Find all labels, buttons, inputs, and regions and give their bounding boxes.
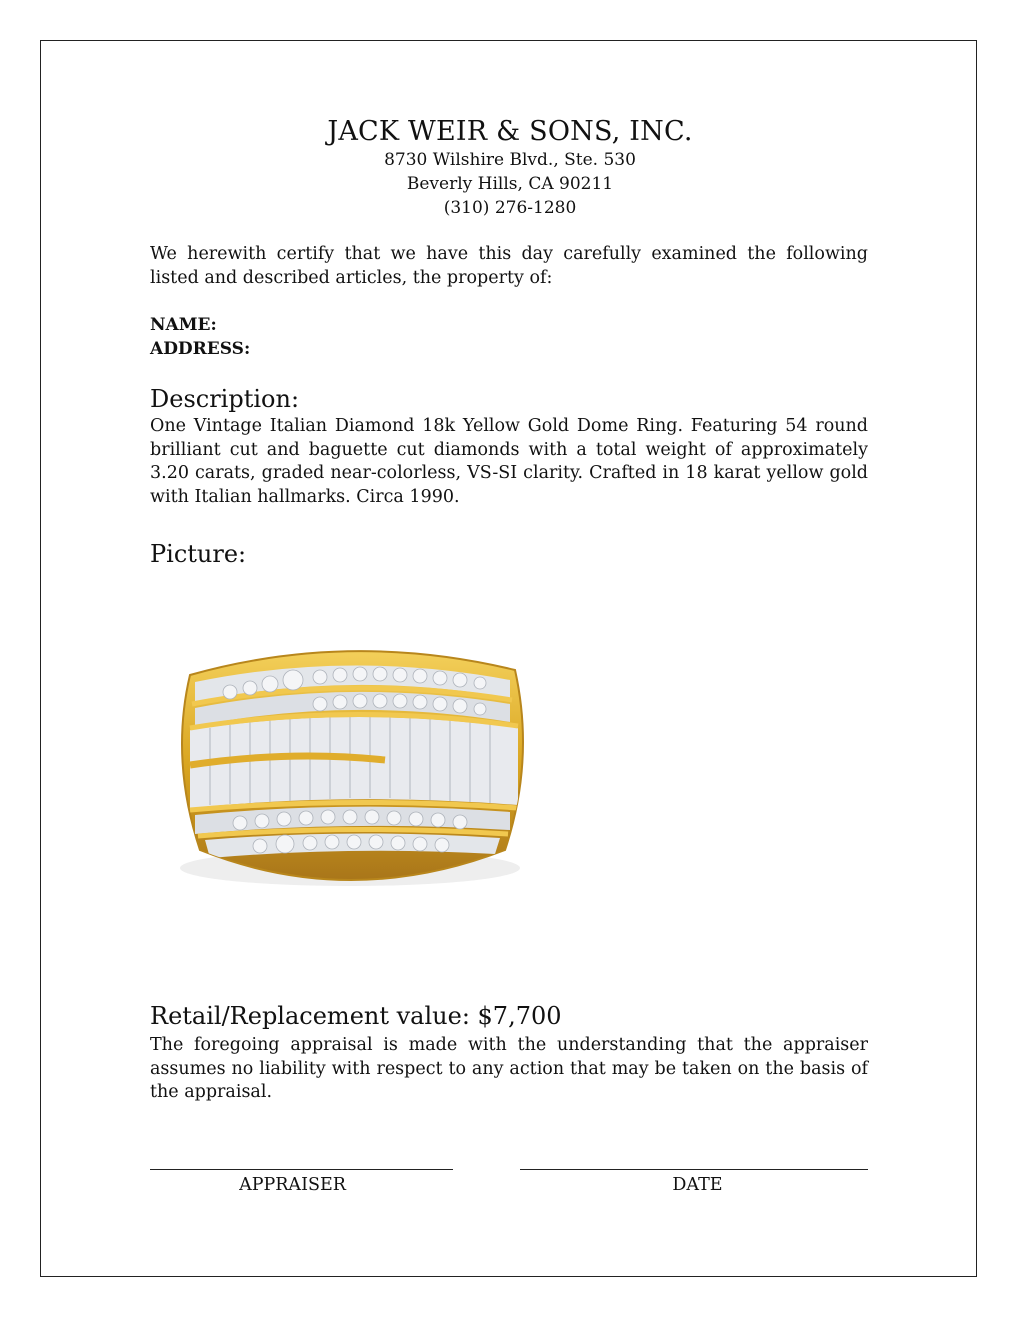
company-name: JACK WEIR & SONS, INC. — [327, 116, 693, 147]
value-heading: Retail/Replacement value: $7,700 — [150, 1002, 562, 1030]
date-signature-line — [520, 1169, 868, 1170]
company-address-line2: Beverly Hills, CA 90211 — [406, 174, 614, 194]
disclaimer-text: The foregoing appraisal is made with the understanding that the appraiser assumes no liability with respect to any action that may be taken on the basis of the appraisal. — [150, 1035, 868, 1102]
picture-heading: Picture: — [150, 540, 247, 568]
certification-text: We herewith certify that we have this day carefully examined the following listed and described articles, the property of: — [150, 244, 868, 288]
company-address-line1: 8730 Wilshire Blvd., Ste. 530 — [384, 150, 636, 170]
description-text: One Vintage Italian Diamond 18k Yellow Gold Dome Ring. Featuring 54 round brilliant cut and baguette cut diamonds with a total weight of approximately 3.20 carats, graded near-colorless, VS-SI clarity. Crafted in 18 karat yellow gold with Italian hallmarks. Circa 1990. — [150, 416, 868, 507]
description-heading: Description: — [150, 385, 300, 413]
date-label: DATE — [672, 1175, 723, 1195]
appraiser-label: APPRAISER — [239, 1175, 346, 1195]
appraiser-signature-line — [150, 1169, 453, 1170]
address-label: ADDRESS: — [150, 339, 251, 359]
name-label: NAME: — [150, 315, 217, 335]
company-phone: (310) 276-1280 — [443, 198, 577, 218]
ring-photo — [150, 600, 550, 920]
